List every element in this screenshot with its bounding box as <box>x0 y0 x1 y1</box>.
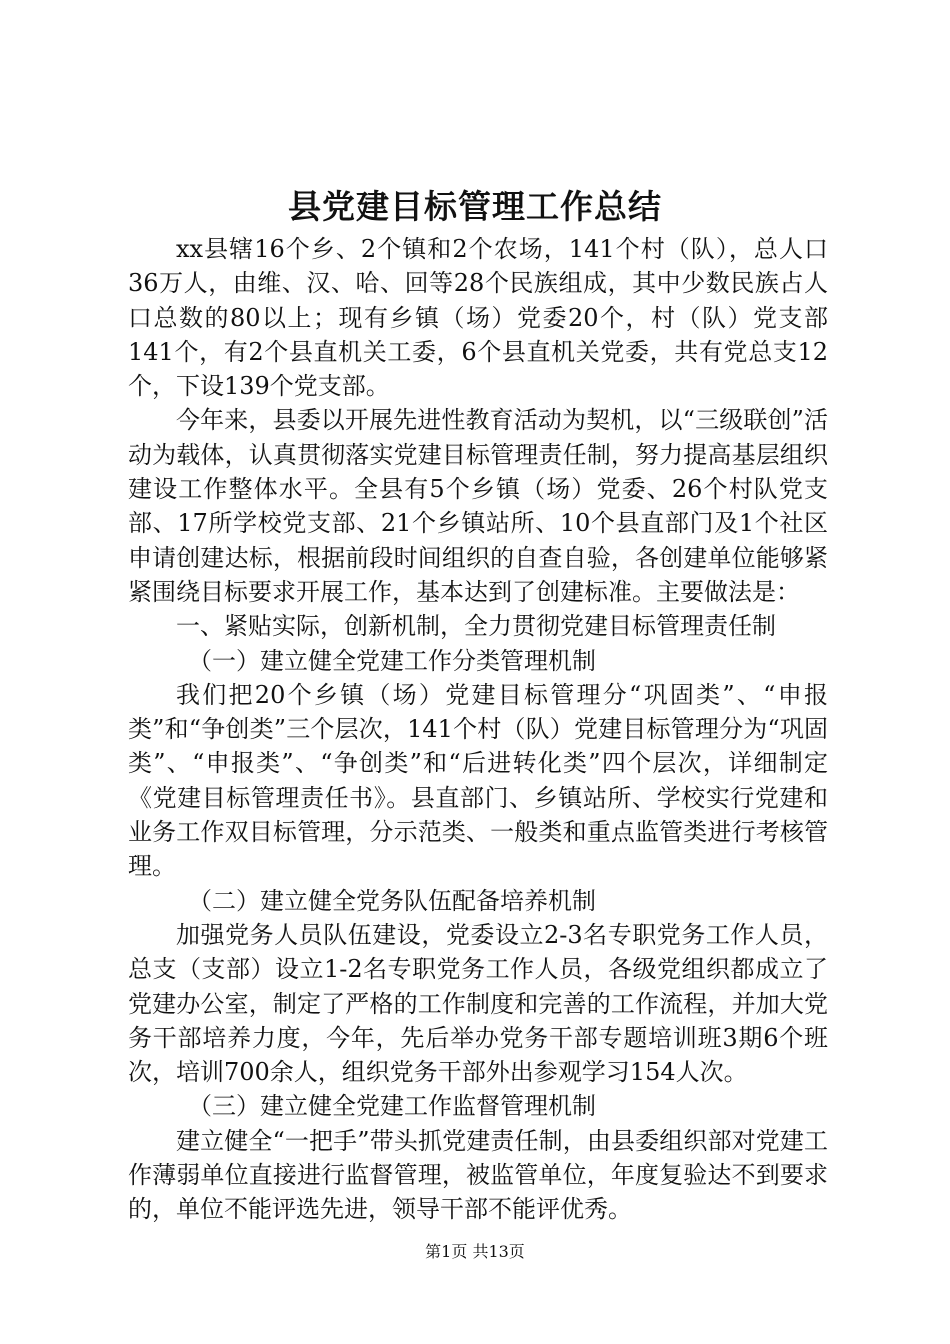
subsection-heading-2: （二）建立健全党务队伍配备培养机制 <box>188 886 596 915</box>
paragraph-staffing: 加强党务人员队伍建设，党委设立2-3名专职党务工作人员，总支（支部）设立1-2名专职党务工作人员，各级党组织都成立了党建办公室，制定了严格的工作制度和完善的工作流程，并加大党务干部培养力度，今年，先后举办党务干部专题培训班3期6个班次，培训700余人，组织党务干部外出参观学习154人次。 <box>128 920 828 1087</box>
paragraph-classification: 我们把20个乡镇（场）党建目标管理分“巩固类”、“申报类”和“争创类”三个层次，141个村（队）党建目标管理分为“巩固类”、“申报类”、“争创类”和“后进转化类”四个层次，详细制定《党建目标管理责任书》。县直部门、乡镇站所、学校实行党建和业务工作双目标管理，分示范类、一般类和重点监管类进行考核管理。 <box>128 680 828 881</box>
paragraph-overview: xx县辖16个乡、2个镇和2个农场，141个村（队），总人口36万人，由维、汉、哈、回等28个民族组成，其中少数民族占人口总数的80以上；现有乡镇（场）党委20个，村（队）党支部141个，有2个县直机关工委，6个县直机关党委，共有党总支12个，下设139个党支部。 <box>128 235 828 401</box>
document-title: 县党建目标管理工作总结 <box>288 187 662 226</box>
paragraph-supervision: 建立健全“一把手”带头抓党建责任制，由县委组织部对党建工作薄弱单位直接进行监督管理，被监管单位，年度复验达不到要求的，单位不能评选先进，领导干部不能评优秀。 <box>128 1126 828 1224</box>
subsection-heading-1: （一）建立健全党建工作分类管理机制 <box>188 646 596 675</box>
section-heading-1: 一、紧贴实际，创新机制，全力贯彻党建目标管理责任制 <box>176 612 776 641</box>
document-body <box>128 232 828 1227</box>
subsection-heading-3: （三）建立健全党建工作监督管理机制 <box>188 1092 596 1121</box>
paragraph-intro: 今年来，县委以开展先进性教育活动为契机，以“三级联创”活动为载体，认真贯彻落实党建目标管理责任制，努力提高基层组织建设工作整体水平。全县有5个乡镇（场）党委、26个村队党支部、17所学校党支部、21个乡镇站所、10个县直部门及1个社区申请创建达标，根据前段时间组织的自查自验，各创建单位能够紧紧围绕目标要求开展工作，基本达到了创建标准。主要做法是： <box>128 406 828 606</box>
page-number: 第1页 共13页 <box>425 1242 525 1261</box>
